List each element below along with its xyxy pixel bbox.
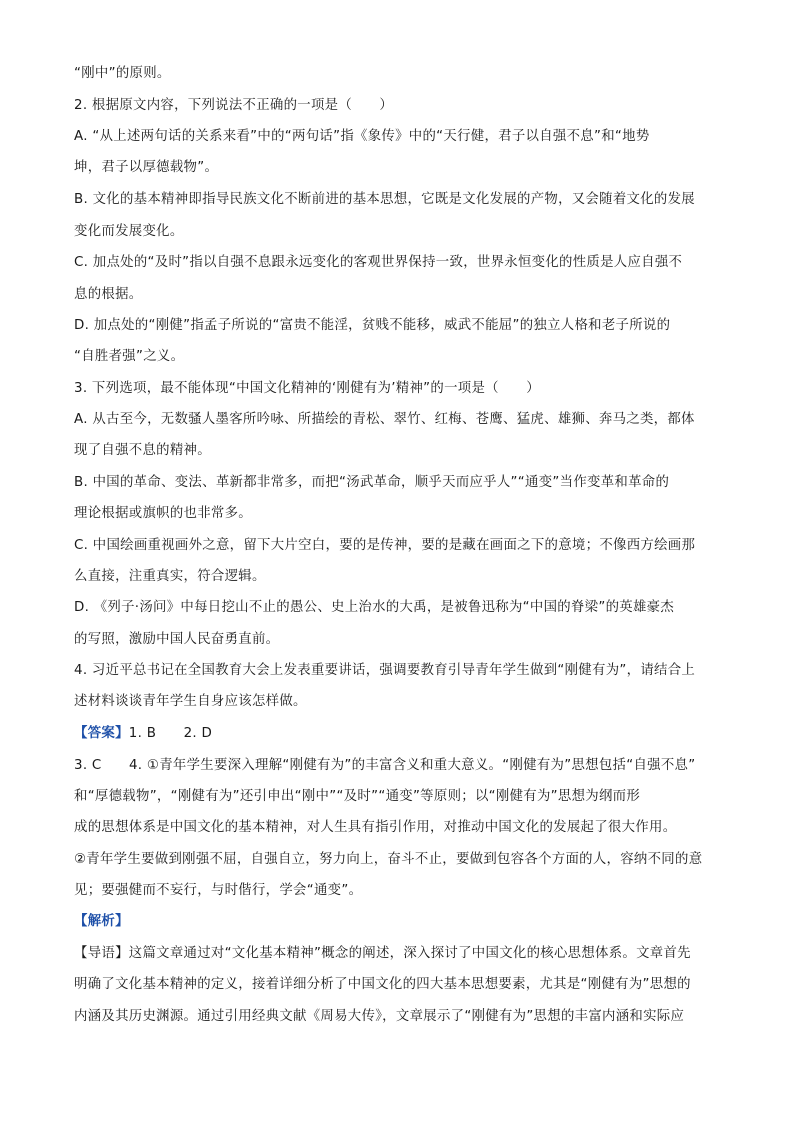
analysis-line: 【导语】这篇文章通过对“文化基本精神”概念的阐述，深入探讨了中国文化的核心思想体系。文章首先 [74, 946, 691, 961]
option-a-line2: 坤，君子以厚德载物”。 [74, 160, 219, 175]
option-c-line1: C. 加点处的“及时”指以自强不息跟永远变化的客观世界保持一致，世界永恒变化的性质是人应自强不 [74, 255, 683, 270]
q3-option-c-line2: 么直接，注重真实，符合逻辑。 [74, 569, 266, 584]
q3-option-a-line2: 现了自强不息的精神。 [74, 443, 211, 458]
analysis-tag: 【解析】 [74, 914, 129, 929]
text-line: “刚中”的原则。 [74, 66, 171, 81]
q3-option-d-line2: 的写照，激励中国人民奋勇直前。 [74, 632, 280, 647]
answer-line: 和“厚德载物”，“刚健有为”还引申出“刚中”“及时”“通变”等原则；以“刚健有为”思想为纲而形 [74, 789, 641, 804]
answer-line: 3. C 4. ①青年学生要深入理解“刚健有为”的丰富含义和重大意义。“刚健有为”思想包括“自强不息” [74, 758, 696, 773]
answer-first: 1. B 2. D [128, 726, 213, 741]
question-3: 3. 下列选项，最不能体现“中国文化精神的‘刚健有为’精神”的一项是（ ） [74, 381, 540, 396]
answer-line: 成的思想体系是中国文化的基本精神，对人生具有指引作用，对推动中国文化的发展起了很大作用。 [74, 820, 677, 835]
question-4-line2: 述材料谈谈青年学生自身应该怎样做。 [74, 694, 307, 709]
analysis-line: 内涵及其历史渊源。通过引用经典文献《周易大传》，文章展示了“刚健有为”思想的丰富内涵和实际应 [74, 1009, 685, 1024]
answer-line: 见；要强健而不妄行，与时偕行，学会“通变”。 [74, 883, 363, 898]
option-a-line1: A. “从上述两句话的关系来看”中的“两句话”指《象传》中的“天行健，君子以自强不息”和“地势 [74, 129, 650, 144]
question-4-line1: 4. 习近平总书记在全国教育大会上发表重要讲话，强调要教育引导青年学生做到“刚健有为”，请结合上 [74, 663, 696, 678]
q3-option-d-line1: D. 《列子·汤问》中每日挖山不止的愚公、史上治水的大禹，是被鲁迅称为“中国的脊梁”的英雄豪杰 [74, 600, 675, 615]
answer-line: ②青年学生要做到刚强不屈，自强自立，努力向上，奋斗不止，要做到包容各个方面的人，容纳不同的意 [74, 852, 703, 867]
q3-option-c-line1: C. 中国绘画重视画外之意，留下大片空白，要的是传神，要的是藏在画面之下的意境；不像西方绘画那 [74, 538, 696, 553]
option-b-line2: 变化而发展变化。 [74, 224, 184, 239]
q3-option-b-line1: B. 中国的革命、变法、革新都非常多，而把“汤武革命，顺乎天而应乎人”“通变”当作变革和革命的 [74, 475, 670, 490]
answer-tag: 【答案】 [74, 726, 129, 741]
option-d-line1: D. 加点处的“刚健”指孟子所说的“富贵不能淫，贫贱不能移，威武不能屈”的独立人格和老子所说的 [74, 318, 671, 333]
option-d-line2: “自胜者强”之义。 [74, 349, 185, 364]
analysis-line: 明确了文化基本精神的定义，接着详细分析了中国文化的四大基本思想要素，尤其是“刚健有为”思想的 [74, 977, 691, 992]
question-2: 2. 根据原文内容，下列说法不正确的一项是（ ） [74, 98, 394, 113]
option-b-line1: B. 文化的基本精神即指导民族文化不断前进的基本思想，它既是文化发展的产物，又会随着文化的发展 [74, 192, 695, 207]
option-c-line2: 息的根据。 [74, 287, 143, 302]
q3-option-b-line2: 理论根据或旗帜的也非常多。 [74, 506, 252, 521]
q3-option-a-line1: A. 从古至今，无数骚人墨客所吟咏、所描绘的青松、翠竹、红梅、苍鹰、猛虎、雄狮、奔马之类，都体 [74, 412, 695, 427]
answer-header [74, 724, 212, 744]
